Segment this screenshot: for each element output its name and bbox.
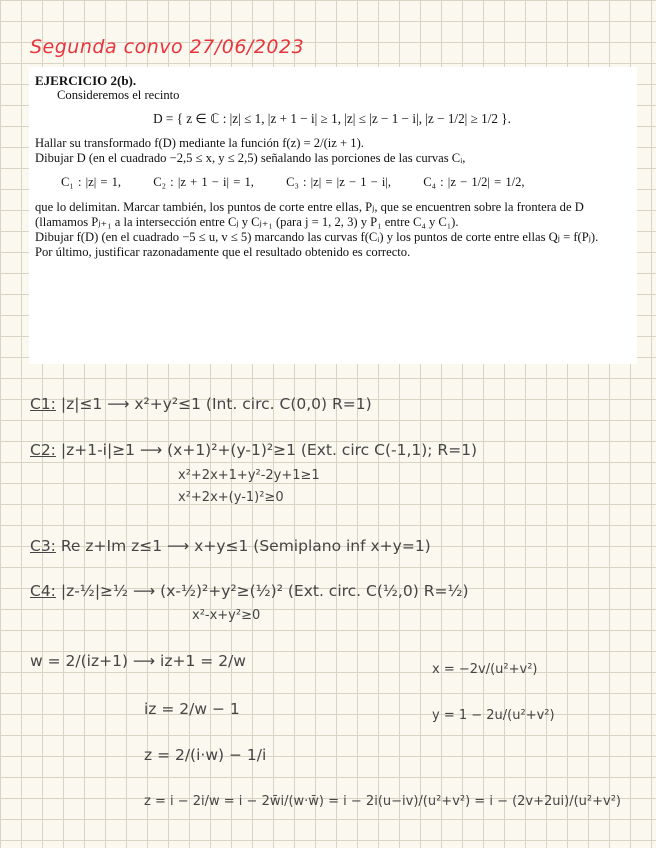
note-c4	[30, 582, 469, 600]
note-w2: iz = 2/w − 1	[144, 700, 240, 718]
note-w3: z = 2/(i·w) − 1/i	[144, 746, 267, 764]
note-w4: z = i − 2i/w = i − 2w̄i/(w·w̄) = i − 2i(u−iv)/(u²+v²) = i − (2v+2ui)/(u²+v²)	[144, 794, 621, 809]
exercise-heading: EJERCICIO 2(b).	[35, 73, 137, 88]
exercise-para-3: Por último, justificar razonadamente que el resultado obtenido es correcto.	[35, 245, 411, 259]
curve-c1: C₁ : |z| = 1,	[61, 175, 122, 189]
curve-c3: C₃ : |z| = |z − 1 − i|,	[286, 175, 392, 189]
exercise-intro: Consideremos el recinto	[57, 88, 180, 102]
exercise-line-1: Hallar su transformado f(D) mediante la función f(z) = 2/(iz + 1).	[35, 136, 364, 150]
note-c2-label: C2:	[30, 441, 56, 459]
exercise-line-2: Dibujar D (en el cuadrado −2,5 ≤ x, y ≤ 2,5) señalando las porciones de las curvas Cᵢ,	[35, 151, 466, 165]
domain-equation: D = { z ∈ ℂ : |z| ≤ 1, |z + 1 − i| ≥ 1, |z| ≤ |z − 1 − i|, |z − 1/2| ≥ 1/2 }.	[153, 111, 511, 126]
note-x-eq: x = −2v/(u²+v²)	[432, 662, 538, 677]
note-y-eq: y = 1 − 2u/(u²+v²)	[432, 708, 555, 723]
exercise-statement	[29, 67, 637, 364]
note-c2	[30, 441, 477, 459]
note-c2-text: |z+1-i|≥1 ⟶ (x+1)²+(y-1)²≥1 (Ext. circ C(-1,1); R=1)	[60, 441, 478, 459]
note-c3-label: C3:	[30, 537, 56, 555]
page-title: Segunda convo 27/06/2023	[30, 36, 305, 58]
note-c1-label: C1:	[30, 395, 56, 413]
curve-c2: C₂ : |z + 1 − i| = 1,	[153, 175, 254, 189]
curves-equations	[35, 175, 629, 190]
note-c2-sub1: x²+2x+1+y²-2y+1≥1	[178, 468, 320, 483]
note-w1: w = 2/(iz+1) ⟶ iz+1 = 2/w	[30, 652, 246, 670]
note-c3	[30, 537, 431, 555]
exercise-para-2: Dibujar f(D) (en el cuadrado −5 ≤ u, v ≤ 5) marcando las curvas f(Cᵢ) y los puntos de corte entre ellas Qⱼ = f(Pⱼ).	[35, 230, 599, 244]
note-c4-text: |z-½|≥½ ⟶ (x-½)²+y²≥(½)² (Ext. circ. C(½,0) R=½)	[60, 582, 469, 600]
note-c1-text: |z|≤1 ⟶ x²+y²≤1 (Int. circ. C(0,0) R=1)	[60, 395, 372, 413]
note-c3-text: Re z+Im z≤1 ⟶ x+y≤1 (Semiplano inf x+y=1)	[60, 537, 431, 555]
curve-c4: C₄ : |z − 1/2| = 1/2,	[423, 175, 525, 189]
exercise-para: que lo delimitan. Marcar también, los puntos de corte entre ellas, Pⱼ, que se encuentren sobre la frontera de D (llamamos Pⱼ₊₁ a la intersección entre Cⱼ y Cⱼ₊₁ (para j = 1, 2, 3) y P₁ entre C₄ y C₁).	[35, 200, 584, 229]
note-c4-sub1: x²-x+y²≥0	[192, 608, 261, 623]
note-c2-sub2: x²+2x+(y-1)²≥0	[178, 490, 284, 505]
note-c1	[30, 395, 372, 413]
note-c4-label: C4:	[30, 582, 56, 600]
